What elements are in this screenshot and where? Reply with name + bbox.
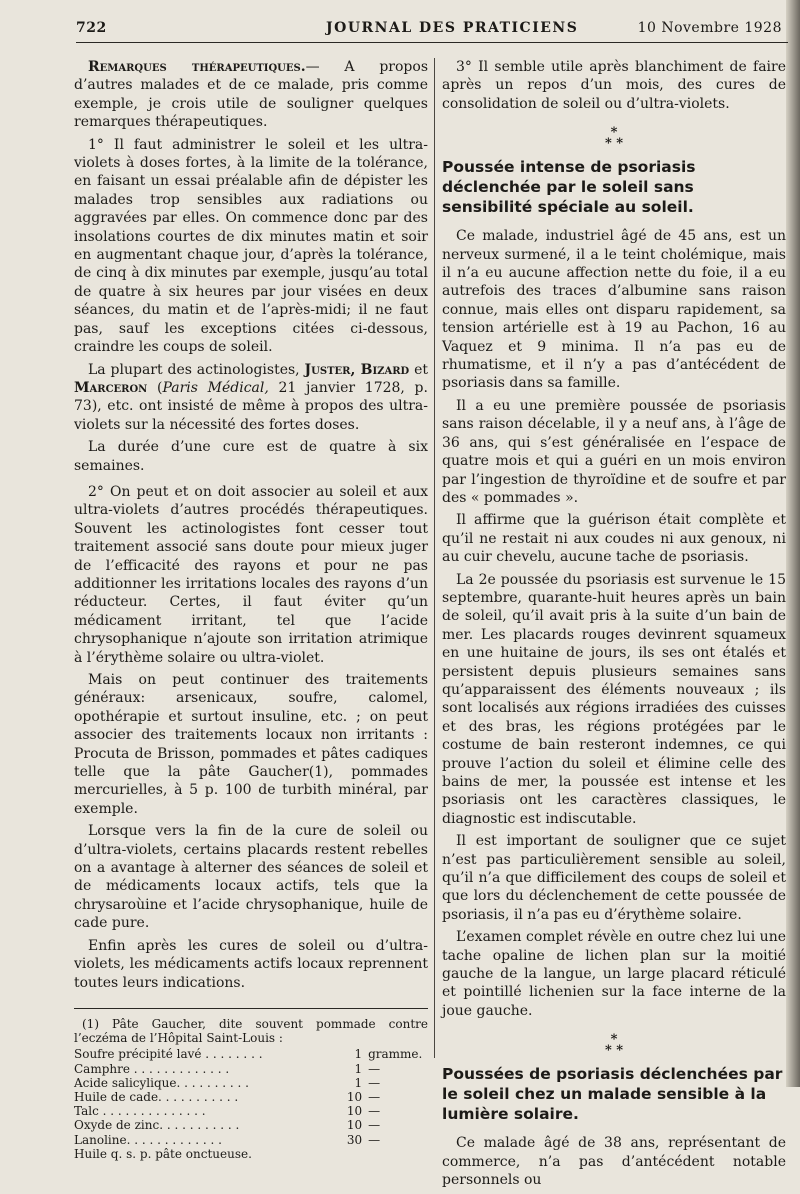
recipe-name: Huile de cade. . . . . . . . . . . [74, 1089, 239, 1104]
recipe-table [74, 1047, 428, 1146]
recipe-row [74, 1118, 428, 1132]
recipe-qty: 10 [346, 1118, 363, 1133]
section-heading-1: Poussée intense de psoriasis déclenchée par le soleil sans sensibilité spéciale au soleil. [442, 158, 696, 217]
paragraph-2: La plupart des actinologistes, Juster, Bizard et Marceron (Paris Médical, 21 janvier 1728, p. 73), etc. ont insisté de même à propos des ultra-violets sur la nécessité des fortes doses. [74, 361, 428, 433]
case1-paragraph-2: Il a eu une première poussée de psoriasis sans raison décelable, il y a neuf ans, à l’âge de 36 ans, qui s’est généralisée en l’espace de quatre mois et qui a guéri en un mois environ par l’ingestion de thyroïdine et de soufre et par des « pommades ». [442, 397, 786, 506]
issue-date: 10 Novembre 1928 [637, 20, 782, 36]
recipe-row [74, 1076, 428, 1090]
recipe-unit: — [368, 1089, 381, 1104]
recipe-name: Acide salicylique. . . . . . . . . . [74, 1075, 249, 1090]
footnote-last-line: Huile q. s. p. pâte onctueuse. [74, 1146, 252, 1161]
column-divider [434, 58, 435, 1058]
recipe-unit: — [368, 1118, 381, 1133]
running-header [76, 20, 786, 42]
left-column [74, 58, 428, 1161]
paragraph-5: Mais on peut continuer des traitements généraux: arsenicaux, soufre, calomel, opothérapie et surtout insuline, etc. ; on peut associer des traitements locaux non irritants : Procuta de Brisson, pommades et pâtes cadiques telle que la pâte Gaucher(1), pommades mercurielles, à 5 p. 100 de turbith minéral, par exemple. [74, 672, 428, 817]
recipe-unit: — [368, 1075, 381, 1090]
recipe-row [74, 1133, 428, 1147]
journal-title: JOURNAL DES PRATICIENS [326, 20, 579, 36]
author-names: Juster, Bizard [304, 361, 410, 378]
recipe-unit: — [368, 1104, 381, 1119]
recipe-name: Camphre . . . . . . . . . . . . . [74, 1061, 230, 1076]
recipe-name: Lanoline. . . . . . . . . . . . . [74, 1132, 222, 1147]
author-name: Marceron [74, 379, 148, 396]
recipe-qty: 10 [346, 1089, 363, 1104]
recipe-qty: 10 [346, 1104, 363, 1119]
recipe-name: Oxyde de zinc. . . . . . . . . . . [74, 1118, 240, 1133]
paragraph-3-degree: 3° Il semble utile après blanchiment de faire après un repos d’un mois, des cures de consolidation de soleil ou d’ultra-violets. [442, 59, 786, 112]
footnote [74, 1017, 428, 1161]
page-edge-shadow [786, 0, 800, 1087]
case2-paragraph-1: Ce malade âgé de 38 ans, représentant de commerce, n’a pas d’antécédent notable personnels ou [442, 1135, 786, 1189]
footnote-intro: (1) Pâte Gaucher, dite souvent pommade contre l’eczéma de l’Hôpital Saint-Louis : [74, 1016, 428, 1046]
recipe-row [74, 1047, 428, 1061]
paragraph-7: Enfin après les cures de soleil ou d’ultra-violets, les médicaments actifs locaux reprennent toutes leurs indications. [74, 937, 428, 991]
journal-reference: Paris Médical, [162, 379, 269, 396]
recipe-qty: 1 [354, 1075, 363, 1090]
header-rule [76, 42, 788, 43]
remarques-title: Remarques thérapeutiques. [88, 59, 306, 75]
paragraph-1: 1° Il faut administrer le soleil et les ultra-violets à doses fortes, à la limite de la tolérance, en faisant un essai préalable afin de dépister les malades trop sensibles aux radiations ou aggravées par elles. On commence donc par des insolations courtes de dix minutes matin et soir en augmentant chaque jour, d’après la tolérance, de cinq à dix minutes par exemple, jusqu’au total de quatre à six heures par jour visées en deux séances, du matin et de l’après-midi; il ne faut pas, sauf les exceptions citées ci-dessous, craindre les coups de soleil. [74, 136, 428, 356]
recipe-qty: 30 [346, 1132, 363, 1147]
section-separator-stars: * * * [604, 125, 624, 152]
recipe-row [74, 1062, 428, 1076]
right-column [442, 58, 786, 1194]
recipe-qty: 1 [354, 1047, 363, 1062]
recipe-unit: — [368, 1061, 381, 1076]
recipe-unit: — [368, 1132, 381, 1147]
recipe-unit: gramme. [368, 1047, 423, 1062]
recipe-qty: 1 [354, 1061, 363, 1076]
page-number: 722 [76, 20, 107, 36]
case1-paragraph-6: L’examen complet révèle en outre chez lui une tache opaline de lichen plan sur la moitié gauche de la langue, un large placard réticulé et pointillé lichenien sur la face interne de la joue gauche. [442, 929, 786, 1019]
case1-paragraph-4: La 2e poussée du psoriasis est survenue le 15 septembre, quarante-huit heures après un bain de soleil, qu’il avait pris à la suite d’un bain de mer. Les placards rouges devinrent squameux en une huitaine de jours, ils ses ont étalés et persistent depuis plusieurs semaines sans qu’apparaissent des éléments nouveaux ; ils sont localisés aux régions irradiées des cuisses et des bras, les régions protégées par le costume de bain resteront indemnes, ce qui prouve l’action du soleil et élimine celle des bains de mer, la poussée est intense et les psoriasis ont les caractères classiques, le diagnostic est indiscutable. [442, 571, 786, 827]
case1-paragraph-5: Il est important de souligner que ce sujet n’est pas particulièrement sensible au soleil, qu’il n’a que difficilement des coups de soleil et que lors du déclenchement de cette poussée de psoriasis, il n’a pas eu d’érythème solaire. [442, 833, 786, 923]
section-heading-2: Poussées de psoriasis déclenchées par le soleil chez un malade sensible à la lumière solaire. [442, 1065, 783, 1124]
case1-paragraph-3: Il affirme que la guérison était complète et qu’il ne restait ni aux coudes ni aux genoux, ni au cuir chevelu, aucune tache de psoriasis. [442, 512, 786, 566]
recipe-name: Soufre précipité lavé . . . . . . . . [74, 1047, 263, 1062]
paragraph-6: Lorsque vers la fin de la cure de soleil ou d’ultra-violets, certains placards restent rebelles on a avantage à alterner des séances de soleil et de médicaments locaux actifs, tels que la chrysaroùine et l’acide chrysophanique, huile de cade pure. [74, 823, 428, 932]
paragraph-4: 2° On peut et on doit associer au soleil et aux ultra-violets d’autres procédés thérapeutiques. Souvent les actinologistes font cesser tout traitement associé sans doute pour mieux juger de l’efficacité des rayons et pour ne pas additionner les irritations locales des rayons d’un réducteur. Certes, il faut éviter qu’un médicament irritant, tel que l’acide chrysophanique n’ajoute son irritation atrimique à l’érythème solaire ou ultra-violet. [74, 483, 428, 666]
paragraph-3: La durée d’une cure est de quatre à six semaines. [74, 439, 428, 474]
remarques-paragraph: Remarques thérapeutiques.— A propos d’autres malades et de ce malade, pris comme exemple, je crois utile de souligner quelques remarques thérapeutiques. [74, 59, 429, 131]
recipe-row [74, 1090, 428, 1104]
section-separator-stars-2: * * * [604, 1032, 624, 1059]
case1-paragraph-1: Ce malade, industriel âgé de 45 ans, est un nerveux surmené, il a le teint cholémique, mais il n’a eu aucune affection nette du foie, il a eu autrefois des traces d’albumine sans raison connue, mais elles ont disparu rapidement, sa tension artérielle est à 19 au Pachon, 16 au Vaquez et 9 minima. Il n’a pas eu de rhumatisme, et il n’y a pas d’antécédent de psoriasis dans sa famille. [442, 228, 786, 392]
recipe-name: Talc . . . . . . . . . . . . . . [74, 1104, 206, 1119]
recipe-row [74, 1104, 428, 1118]
footnote-rule [74, 1008, 428, 1009]
